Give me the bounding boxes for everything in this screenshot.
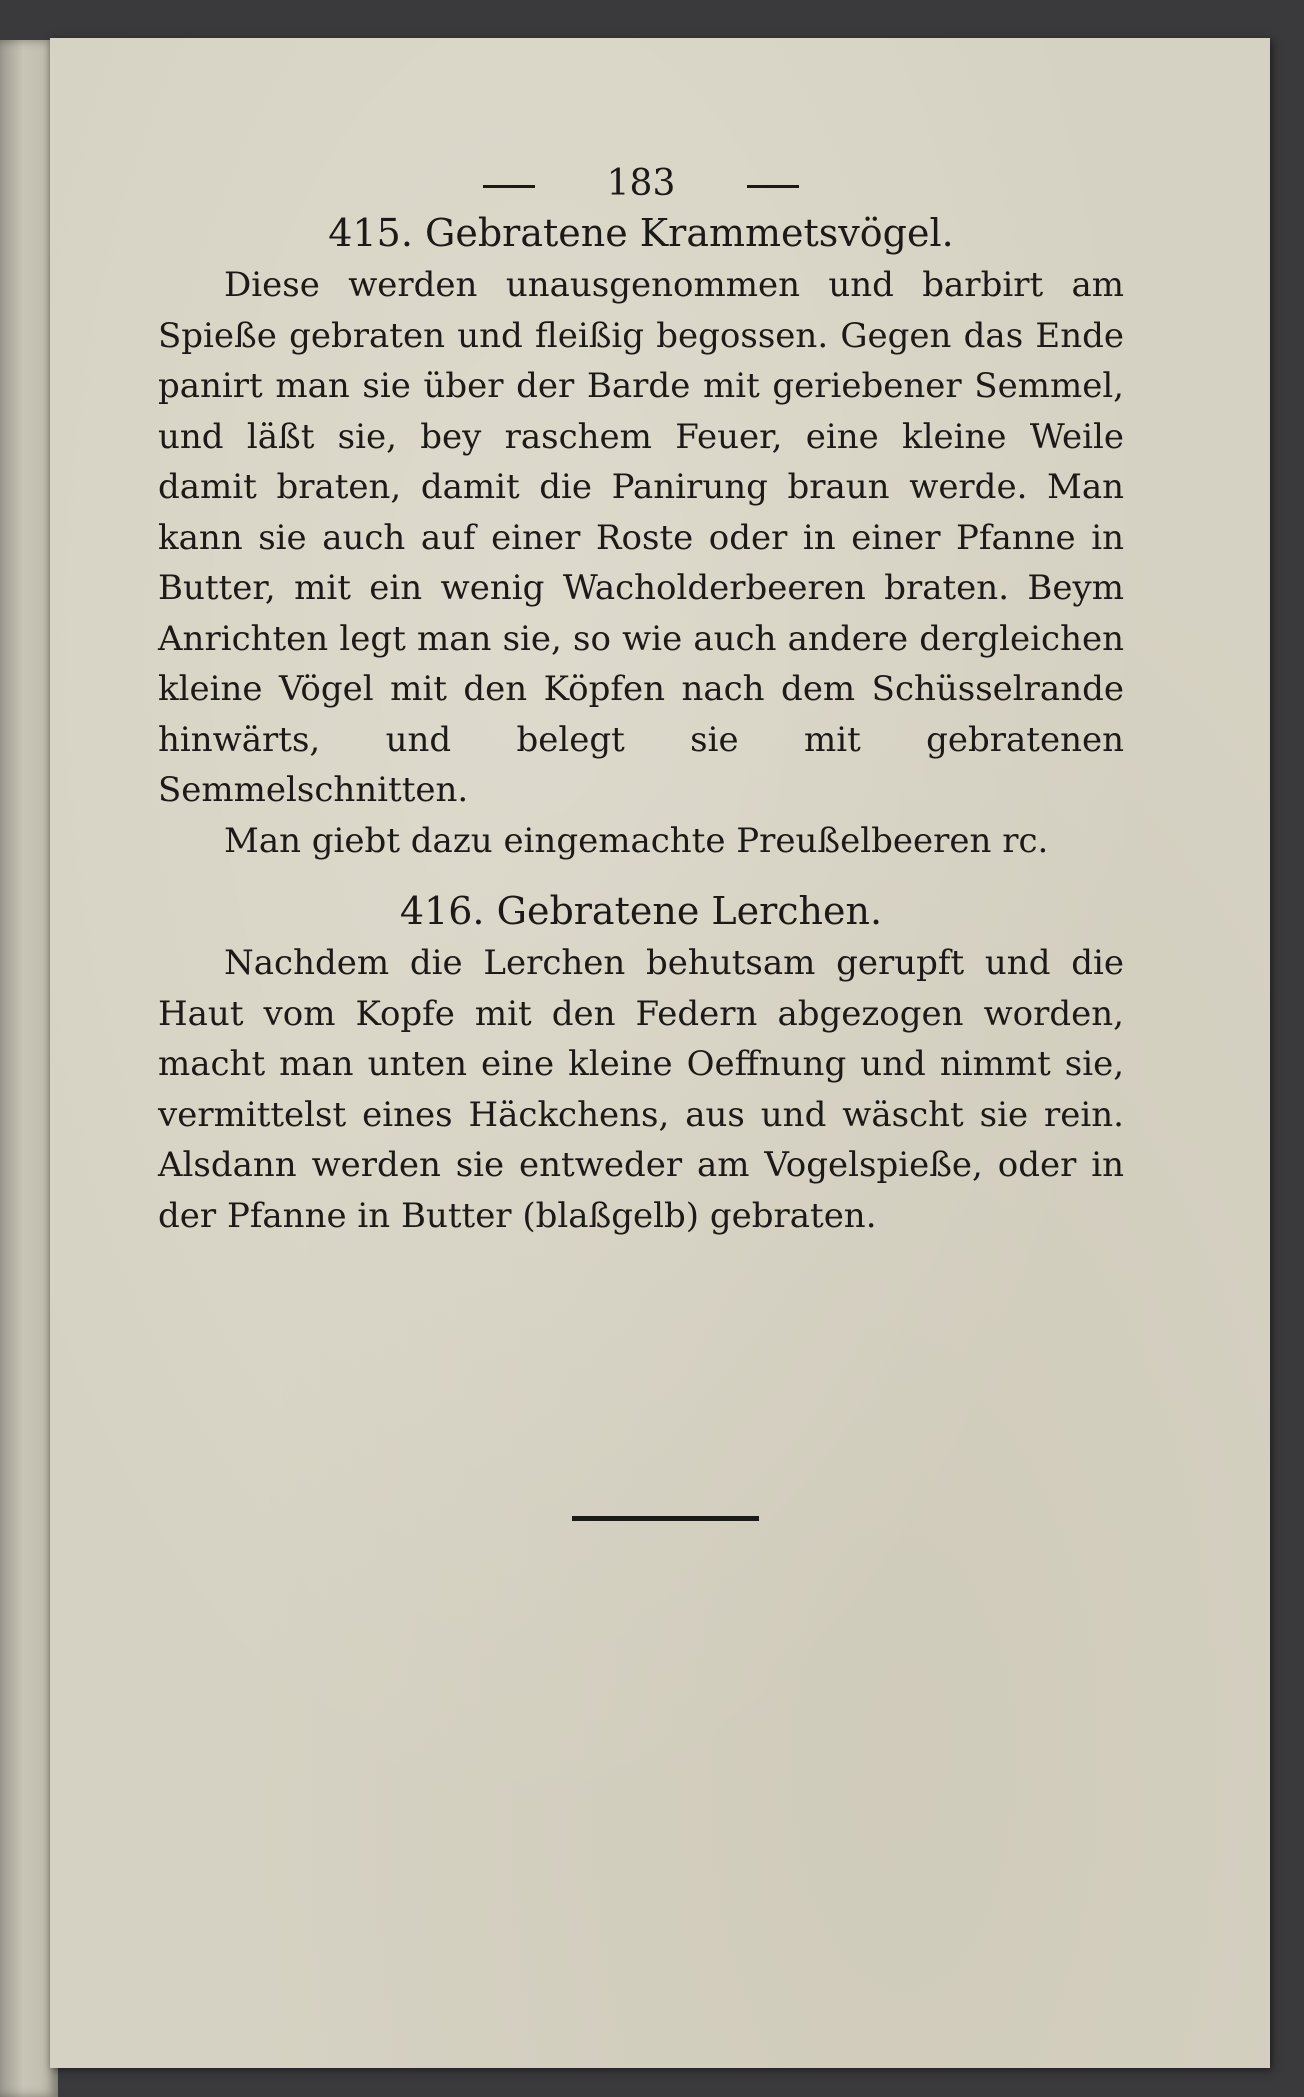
recipe-heading-415: 415. Gebratene Krammetsvögel. bbox=[328, 211, 954, 255]
header-dash-left bbox=[483, 185, 535, 188]
recipe-paragraph: Man giebt dazu eingemachte Preußelbeeren rc. bbox=[224, 820, 1049, 861]
page-number: 183 bbox=[606, 163, 676, 204]
header-dash-right bbox=[747, 185, 799, 188]
page-header bbox=[158, 158, 1124, 210]
recipe-heading-416: 416. Gebratene Lerchen. bbox=[399, 889, 883, 933]
page-text bbox=[158, 158, 1124, 1241]
section-end-rule bbox=[572, 1516, 759, 1521]
recipe-paragraph: Diese werden unausgenommen und barbirt am Spieße gebraten und fleißig begossen. Gegen das Ende panirt man sie über der Barde mit geriebener Semmel, und läßt sie, bey raschem Feuer, eine kleine Weile damit braten, damit die Panirung braun werde. Man kann sie auch auf einer Roste oder in einer Pfanne in Butter, mit ein wenig Wacholderbeeren braten. Beym Anrichten legt man sie, so wie auch andere dergleichen kleine Vögel mit den Köpfen nach dem Schüsselrande hinwärts, und belegt sie mit gebratenen Semmelschnitten. bbox=[158, 265, 1124, 810]
recipe-paragraph: Nachdem die Lerchen behutsam gerupft und die Haut vom Kopfe mit den Federn abgezogen worden, macht man unten eine kleine Oeffnung und nimmt sie, vermittelst eines Häckchens, aus und wäscht sie rein. Alsdann werden sie entweder am Vogelspieße, oder in der Pfanne in Butter (blaßgelb) gebraten. bbox=[158, 943, 1124, 1236]
book-page bbox=[50, 38, 1270, 2068]
